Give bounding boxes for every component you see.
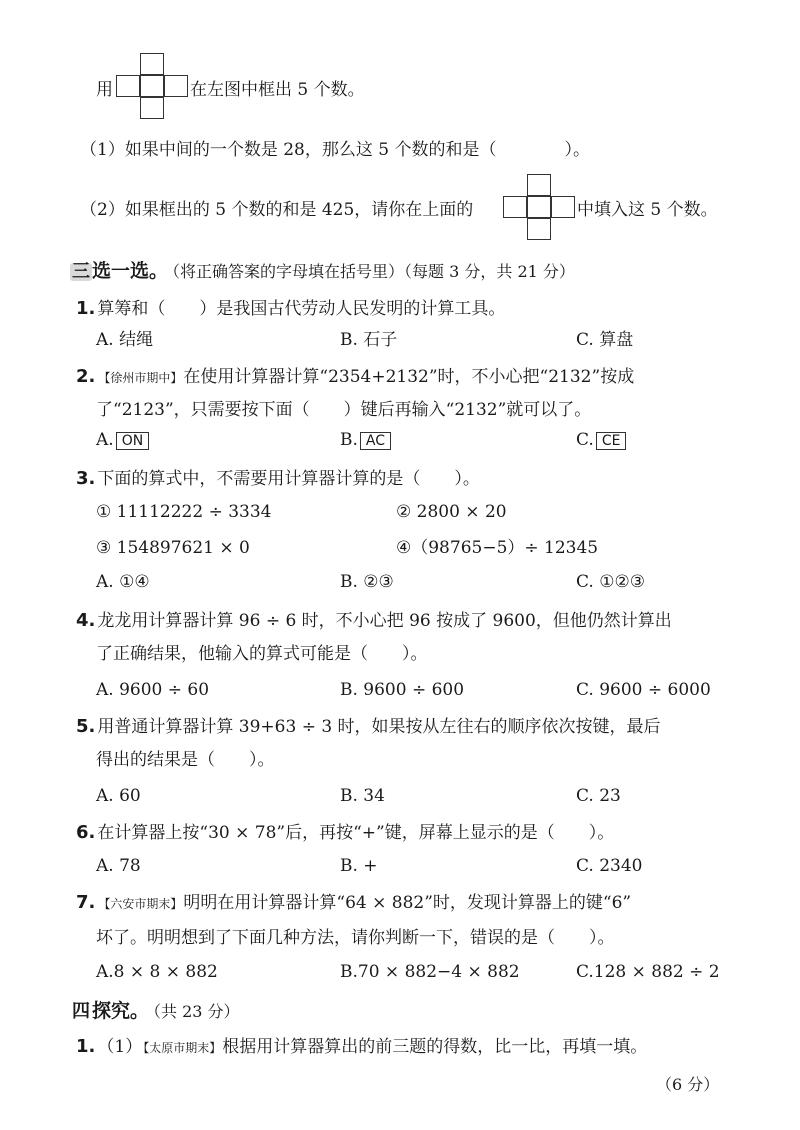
- question-text-line-1: 用普通计算器计算 39+63 ÷ 3 时，如果按从左往右的顺序依次按键，最后: [97, 717, 661, 737]
- question-text-line-2: 了“2123”，只需要按下面（ ）键后再输入“2132”就可以了。: [96, 400, 592, 420]
- question-text-line-2: 了正确结果，他输入的算式可能是（ ）。: [96, 644, 428, 664]
- section3-note: （将正确答案的字母填在括号里）（每题 3 分，共 21 分）: [172, 262, 575, 281]
- q7-option-c: C.128 × 882 ÷ 2: [576, 962, 720, 982]
- question-subpart: （1）: [97, 1037, 143, 1057]
- score-label: （6 分）: [656, 1075, 720, 1094]
- section3-header: [70, 262, 575, 281]
- question-text: 根据用计算器算出的前三题的得数，比一比，再填一填。: [222, 1037, 648, 1057]
- q3-item-1: ① 11112222 ÷ 3334: [96, 502, 272, 522]
- option-prefix: B.: [340, 430, 358, 450]
- intro-text-after: 在左图中框出 5 个数。: [190, 80, 365, 100]
- q3-item-2: ② 2800 × 20: [396, 502, 507, 522]
- question-number: 3.: [76, 468, 96, 489]
- question-text-line-2: 得出的结果是（ ）。: [96, 750, 275, 770]
- q6-option-a: A. 78: [96, 856, 141, 876]
- q7-option-b: B.70 × 882−4 × 882: [340, 962, 520, 982]
- question-5: [76, 718, 661, 736]
- q3-option-c: C. ①②③: [576, 572, 645, 592]
- question-number: 4.: [76, 610, 96, 631]
- part1-text: （1）如果中间的一个数是 28，那么这 5 个数的和是（ ）。: [80, 140, 590, 160]
- question-6: [76, 824, 614, 842]
- question-4: [76, 612, 672, 630]
- q3-option-b: B. ②③: [340, 572, 394, 592]
- q5-option-a: A. 60: [96, 786, 141, 806]
- question-text-line-1: 在使用计算器计算“2354+2132”时，不小心把“2132”按成: [183, 367, 635, 387]
- question-text: 在计算器上按“30 × 78”后，再按“+”键，屏幕上显示的是（ ）。: [97, 823, 615, 843]
- q6-option-b: B. +: [340, 856, 378, 876]
- question-number: 5.: [76, 716, 96, 737]
- option-prefix: A.: [96, 430, 114, 450]
- option-prefix: C.: [576, 430, 594, 450]
- q1-option-a: A. 结绳: [96, 330, 154, 350]
- question-7: [76, 894, 631, 912]
- question-1: [76, 300, 505, 318]
- question-source: 【六安市期末】: [98, 897, 183, 911]
- question-text-line-1: 明明在用计算器计算“64 × 882”时，发现计算器上的键“6”: [183, 893, 632, 913]
- question-number: 2.: [76, 366, 96, 387]
- ce-key: CE: [596, 432, 627, 450]
- section3-badge: 三: [72, 261, 90, 282]
- q5-option-c: C. 23: [576, 786, 621, 806]
- question-number: 1.: [76, 1036, 96, 1057]
- intro-text-before: 用: [96, 80, 113, 100]
- section4-header: [70, 1002, 240, 1021]
- q7-option-a: A.8 × 8 × 882: [96, 962, 218, 982]
- question-text-line-1: 龙龙用计算器计算 96 ÷ 6 时，不小心把 96 按成了 9600，但他仍然计算出: [97, 611, 672, 631]
- q1-option-c: C. 算盘: [576, 330, 634, 350]
- q5-option-b: B. 34: [340, 786, 385, 806]
- question-source: 【徐州市期中】: [98, 371, 183, 385]
- question-text: 下面的算式中，不需要用计算器计算的是（ ）。: [97, 469, 480, 489]
- section4-question-1: [76, 1038, 647, 1056]
- question-number: 1.: [76, 298, 96, 319]
- q3-item-4: ④（98765−5）÷ 12345: [396, 538, 599, 558]
- question-2: [76, 368, 634, 386]
- section3-title: 选一选。: [92, 260, 169, 282]
- q1-option-b: B. 石子: [340, 330, 398, 350]
- question-number: 6.: [76, 822, 96, 843]
- question-text-line-2: 坏了。明明想到了下面几种方法，请你判断一下，错误的是（ ）。: [96, 928, 615, 948]
- q2-option-a: [96, 432, 149, 450]
- on-key: ON: [116, 432, 150, 450]
- q4-option-b: B. 9600 ÷ 600: [340, 680, 465, 700]
- ac-key: AC: [360, 432, 391, 450]
- section4-badge: 四: [72, 1001, 90, 1022]
- part2-text-after: 中填入这 5 个数。: [577, 200, 718, 220]
- q4-option-c: C. 9600 ÷ 6000: [576, 680, 711, 700]
- question-source: 【太原市期末】: [143, 1041, 222, 1055]
- intro-line: [96, 82, 113, 99]
- q6-option-c: C. 2340: [576, 856, 643, 876]
- question-3: [76, 470, 480, 488]
- section4-title: 探究。: [92, 1000, 150, 1022]
- question-number: 7.: [76, 892, 96, 913]
- q2-option-b: [340, 432, 391, 450]
- section4-note: （共 23 分）: [153, 1002, 240, 1021]
- q2-option-c: [576, 432, 626, 450]
- question-text: 算筹和（ ）是我国古代劳动人民发明的计算工具。: [97, 299, 506, 319]
- q4-option-a: A. 9600 ÷ 60: [96, 680, 210, 700]
- part2-text-before: （2）如果框出的 5 个数的和是 425，请你在上面的: [80, 200, 474, 220]
- q3-item-3: ③ 154897621 × 0: [96, 538, 250, 558]
- q3-option-a: A. ①④: [96, 572, 150, 592]
